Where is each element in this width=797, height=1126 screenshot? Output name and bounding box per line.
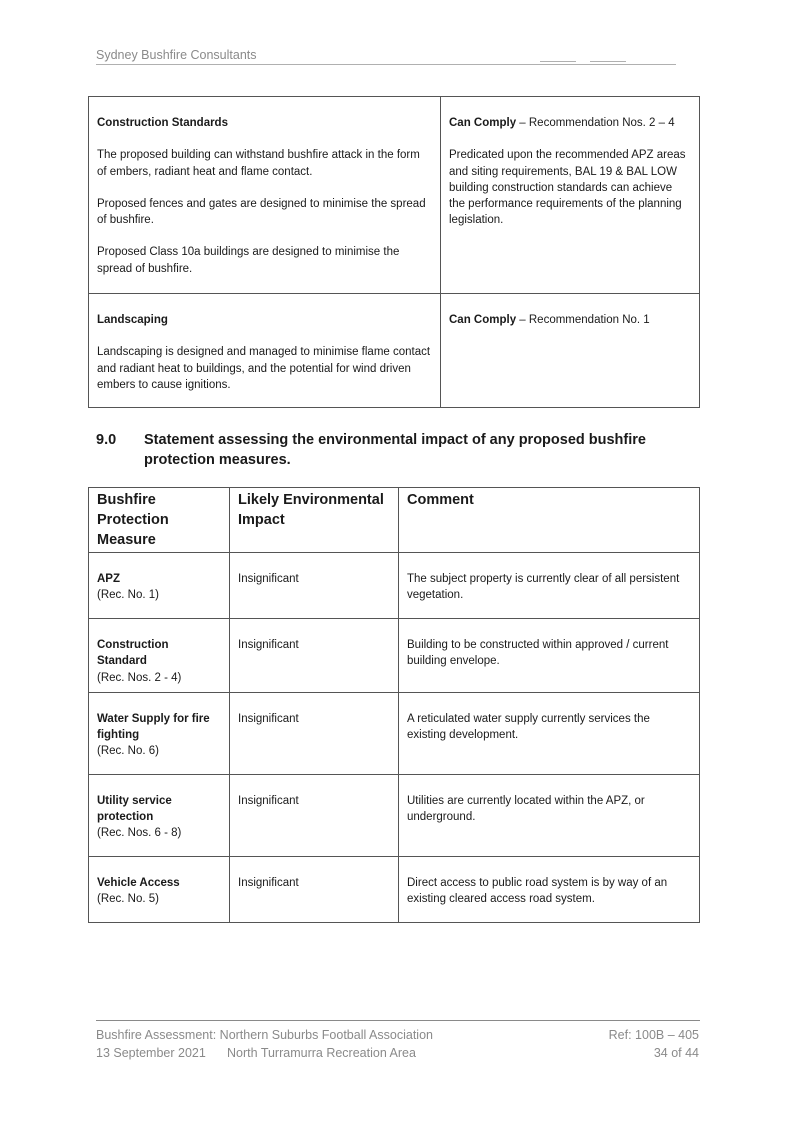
measure-cell	[89, 692, 230, 774]
section-title: Statement assessing the environmental impact of any proposed bushfire protection measures.	[144, 432, 646, 468]
comment-cell: Direct access to public road system is by way of an existing cleared access road system.	[399, 856, 700, 922]
measure-cell	[89, 774, 230, 856]
measure-cell	[89, 619, 230, 693]
page-number: 34 of 44	[653, 1046, 699, 1060]
table-row	[89, 97, 700, 294]
section-number: 9.0	[96, 432, 117, 448]
table-row	[89, 294, 700, 408]
criteria-paragraph: Proposed fences and gates are designed to minimise the spread of bushfire.	[97, 197, 426, 227]
compliance-cell	[441, 97, 700, 294]
header-mark	[540, 61, 576, 62]
table-row	[89, 774, 700, 856]
impact-cell: Insignificant	[230, 553, 399, 619]
measure-rec: (Rec. No. 6)	[97, 745, 159, 758]
comment-cell: Building to be constructed within approved / current building envelope.	[399, 619, 700, 693]
footer-left	[96, 1026, 433, 1062]
table-row	[89, 692, 700, 774]
criteria-paragraph: Proposed Class 10a buildings are designed to minimise the spread of bushfire.	[97, 246, 400, 275]
comment-cell: The subject property is currently clear of all persistent vegetation.	[399, 553, 700, 619]
impact-table	[88, 487, 700, 923]
footer-title: Bushfire Assessment: Northern Suburbs Football Association	[96, 1028, 433, 1042]
header-mark	[590, 61, 626, 62]
criteria-title: Construction Standards	[97, 117, 228, 129]
comment-cell: A reticulated water supply currently services the existing development.	[399, 692, 700, 774]
impact-cell: Insignificant	[230, 774, 399, 856]
footer-right	[609, 1026, 699, 1062]
compliance-bold: Can Comply	[449, 314, 517, 326]
comment-cell: Utilities are currently located within the APZ, or underground.	[399, 774, 700, 856]
footer-ref: Ref: 100B – 405	[608, 1028, 699, 1042]
measure-name: Vehicle Access	[97, 876, 180, 889]
measure-name: Utility service protection	[97, 794, 172, 824]
impact-cell: Insignificant	[230, 692, 399, 774]
measure-rec: (Rec. No. 5)	[97, 893, 159, 906]
compliance-cell	[441, 294, 700, 408]
criteria-paragraph: Landscaping is designed and managed to minimise flame contact and radiant heat to buildings, and the potential for wind driven embers to cause ignitions.	[97, 346, 431, 391]
criteria-cell	[89, 294, 441, 408]
criteria-cell	[89, 97, 441, 294]
table-row	[89, 856, 700, 922]
compliance-rec: – Recommendation Nos. 2 – 4	[516, 117, 675, 129]
header-company: Sydney Bushfire Consultants	[96, 48, 257, 62]
column-header: Likely Environmental Impact	[230, 488, 399, 553]
footer-rule	[96, 1020, 700, 1021]
column-header: Bushfire Protection Measure	[89, 488, 230, 553]
compliance-rec: – Recommendation No. 1	[516, 314, 650, 326]
compliance-status	[449, 115, 691, 131]
measure-name: Water Supply for fire fighting	[97, 712, 210, 742]
performance-table	[88, 96, 700, 408]
footer-date: 13 September 2021	[96, 1046, 206, 1060]
impact-cell: Insignificant	[230, 856, 399, 922]
footer-location: North Turramurra Recreation Area	[227, 1046, 416, 1060]
compliance-detail: Predicated upon the recommended APZ areas and siting requirements, BAL 19 & BAL LOW building construction standards can achieve the performance requirements of the planning legislation.	[449, 149, 686, 227]
column-header: Comment	[399, 488, 700, 553]
compliance-bold: Can Comply	[449, 117, 517, 129]
measure-name: Construction Standard	[97, 639, 169, 668]
measure-cell	[89, 856, 230, 922]
criteria-paragraph: The proposed building can withstand bushfire attack in the form of embers, radiant heat and flame contact.	[97, 149, 420, 178]
table-row	[89, 553, 700, 619]
measure-name: APZ	[97, 573, 120, 585]
criteria-title: Landscaping	[97, 314, 168, 326]
measure-rec: (Rec. No. 1)	[97, 589, 159, 602]
measure-cell	[89, 553, 230, 619]
compliance-status	[449, 312, 691, 328]
impact-cell: Insignificant	[230, 619, 399, 693]
measure-rec: (Rec. Nos. 6 - 8)	[97, 827, 182, 840]
table-header-row	[89, 488, 700, 553]
table-row	[89, 619, 700, 693]
measure-rec: (Rec. Nos. 2 - 4)	[97, 671, 182, 684]
header-rule	[96, 64, 676, 65]
